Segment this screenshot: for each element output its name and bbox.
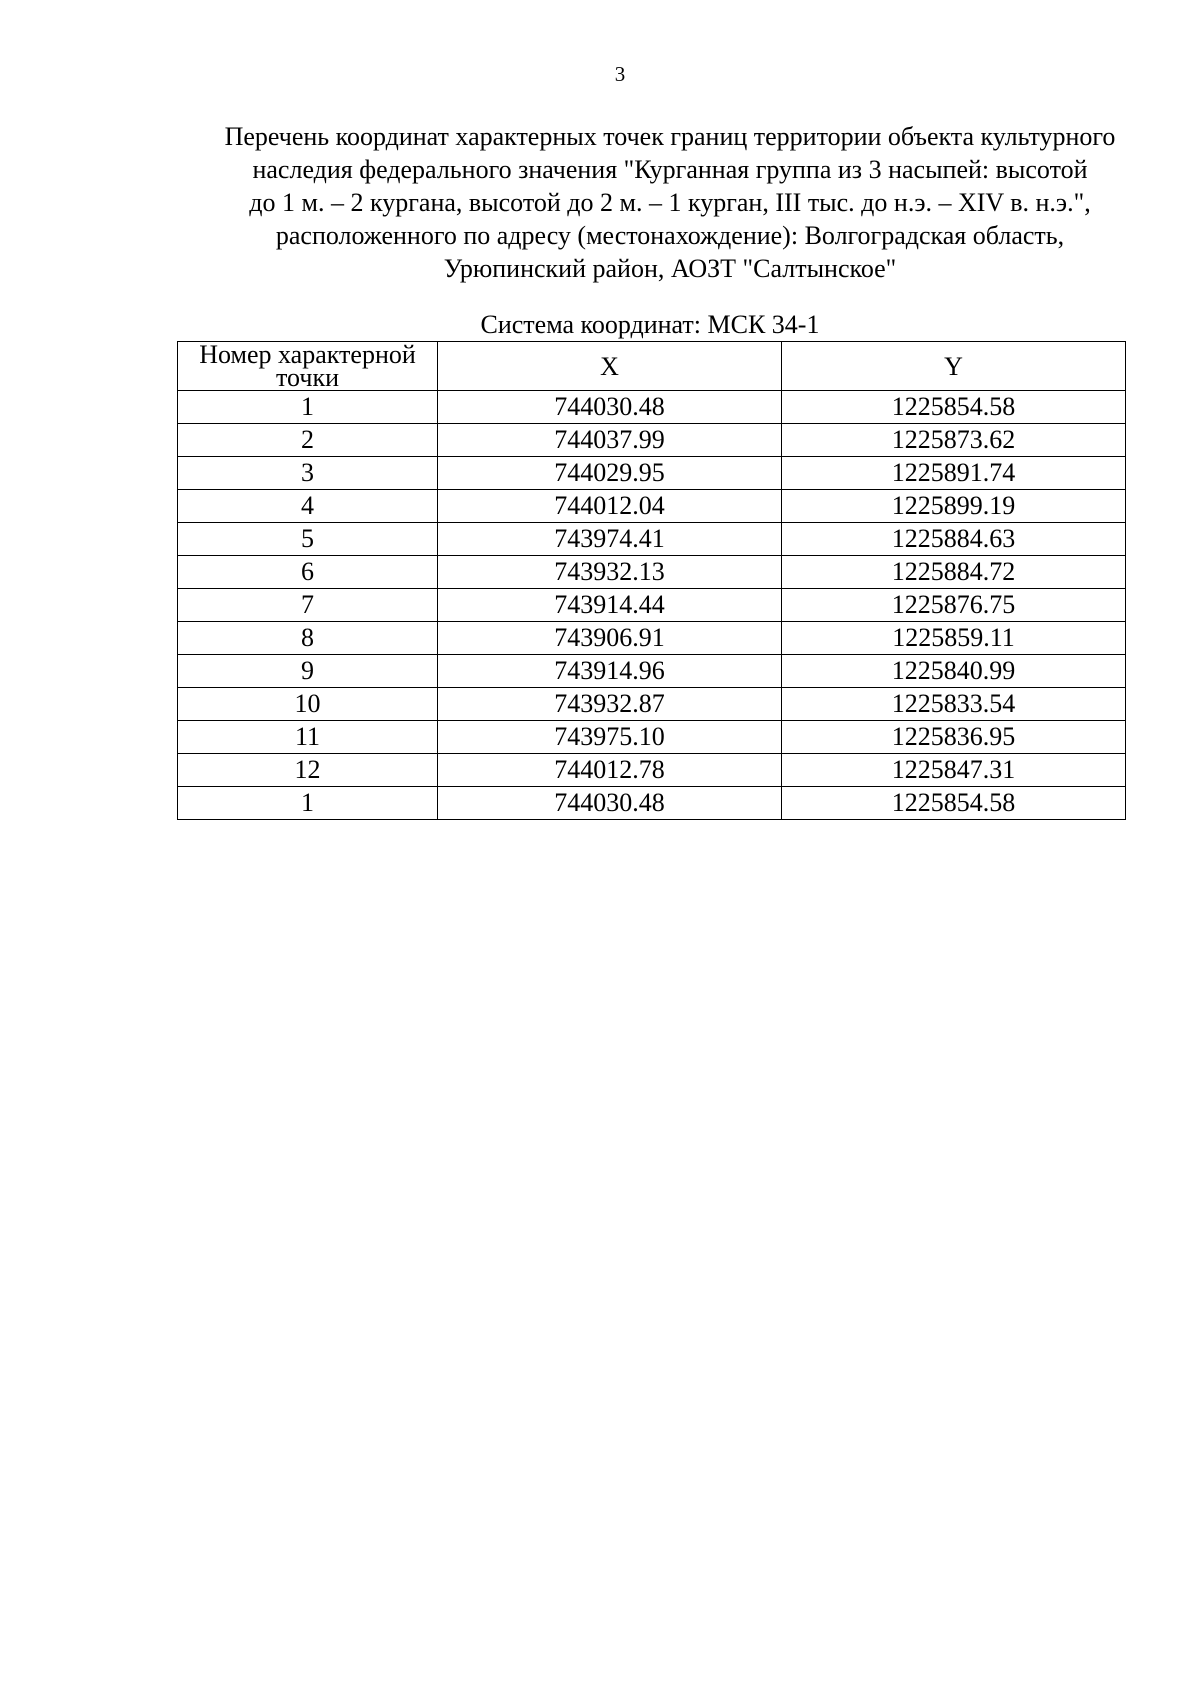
y-cell: 1225854.58 [782, 391, 1126, 424]
point-number-cell: 4 [178, 490, 438, 523]
x-cell: 743932.13 [438, 556, 782, 589]
title-line: расположенного по адресу (местонахождение): Волгоградская область, [275, 221, 1065, 250]
point-number-cell: 7 [178, 589, 438, 622]
y-cell: 1225847.31 [782, 754, 1126, 787]
table-row [178, 457, 1126, 490]
table-row [178, 688, 1126, 721]
coordinates-table [177, 341, 1126, 820]
header-point-number-line2: точки [276, 363, 339, 392]
point-number-cell: 3 [178, 457, 438, 490]
header-point-number [178, 342, 438, 391]
y-cell: 1225840.99 [782, 655, 1126, 688]
point-number-cell: 6 [178, 556, 438, 589]
x-cell: 743914.96 [438, 655, 782, 688]
header-x: X [438, 342, 782, 391]
table-row [178, 523, 1126, 556]
title-line: до 1 м. – 2 кургана, высотой до 2 м. – 1 курган, III тыс. до н.э. – XIV в. н.э.", [249, 188, 1091, 217]
table-row [178, 556, 1126, 589]
point-number-cell: 1 [178, 391, 438, 424]
table-row [178, 589, 1126, 622]
y-cell: 1225859.11 [782, 622, 1126, 655]
y-cell: 1225833.54 [782, 688, 1126, 721]
document-title [140, 120, 1200, 285]
point-number-cell: 11 [178, 721, 438, 754]
header-point-number-line1: Номер характерной [199, 340, 416, 369]
coordinate-system-caption: Система координат: МСК 34-1 [480, 310, 820, 339]
table-row [178, 391, 1126, 424]
x-cell: 744030.48 [438, 787, 782, 820]
point-number-cell: 12 [178, 754, 438, 787]
point-number-cell: 1 [178, 787, 438, 820]
table-header-row [178, 342, 1126, 391]
title-line: наследия федерального значения "Курганная группа из 3 насыпей: высотой [252, 155, 1088, 184]
x-cell: 744030.48 [438, 391, 782, 424]
table-row [178, 655, 1126, 688]
y-cell: 1225891.74 [782, 457, 1126, 490]
y-cell: 1225873.62 [782, 424, 1126, 457]
point-number-cell: 8 [178, 622, 438, 655]
x-cell: 743914.44 [438, 589, 782, 622]
table-row [178, 787, 1126, 820]
x-cell: 743932.87 [438, 688, 782, 721]
point-number-cell: 9 [178, 655, 438, 688]
x-cell: 744012.04 [438, 490, 782, 523]
x-cell: 743975.10 [438, 721, 782, 754]
table-row [178, 622, 1126, 655]
title-line: Урюпинский район, АОЗТ "Салтынское" [443, 254, 897, 283]
y-cell: 1225884.72 [782, 556, 1126, 589]
header-y: Y [782, 342, 1126, 391]
point-number-cell: 5 [178, 523, 438, 556]
y-cell: 1225854.58 [782, 787, 1126, 820]
x-cell: 744012.78 [438, 754, 782, 787]
point-number-cell: 10 [178, 688, 438, 721]
table-row [178, 490, 1126, 523]
y-cell: 1225884.63 [782, 523, 1126, 556]
table-row [178, 754, 1126, 787]
x-cell: 743974.41 [438, 523, 782, 556]
table-row [178, 424, 1126, 457]
x-cell: 744037.99 [438, 424, 782, 457]
x-cell: 743906.91 [438, 622, 782, 655]
title-line: Перечень координат характерных точек границ территории объекта культурного [224, 122, 1116, 151]
y-cell: 1225876.75 [782, 589, 1126, 622]
x-cell: 744029.95 [438, 457, 782, 490]
y-cell: 1225836.95 [782, 721, 1126, 754]
point-number-cell: 2 [178, 424, 438, 457]
y-cell: 1225899.19 [782, 490, 1126, 523]
table-row [178, 721, 1126, 754]
page-number: 3 [614, 62, 626, 86]
